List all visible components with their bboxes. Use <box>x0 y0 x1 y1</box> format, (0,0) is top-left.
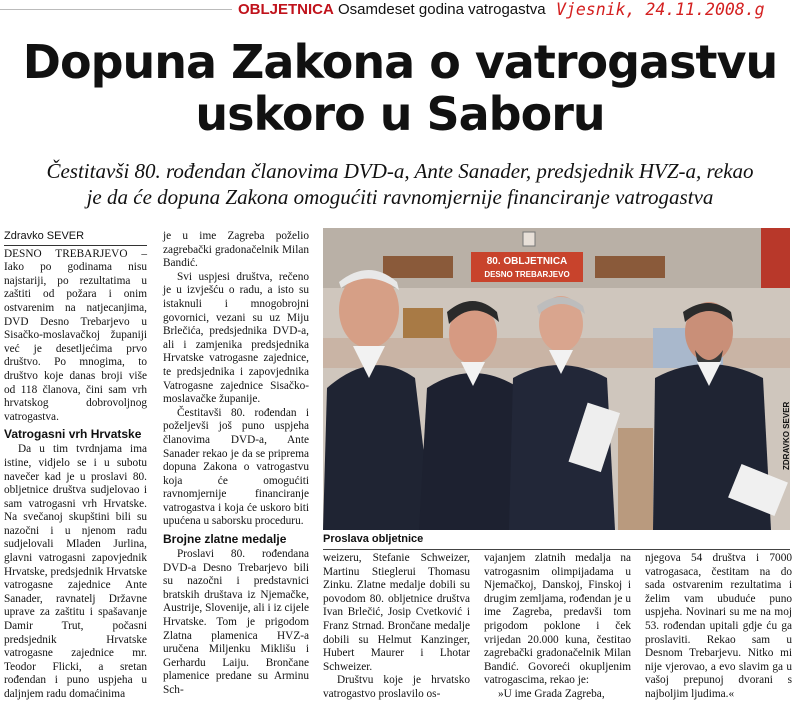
paragraph: Društvu koje je hrvatsko vatrogastvo proslavilo os- <box>323 674 470 700</box>
paragraph: vajanjem zlatnih medalja na vatrogasnim olimpijadama u Njemačkoj, Danskoj, Finskoj i drugim zemljama, rođendan je u ime Zagreba, predavši tom prigodom poklone i ček vrijedan 20.000 kuna, čestitao zagrebački gradonačelnik Milan Bandić. Govoreći okupljenim vatrogascima, rekao je: <box>484 552 631 687</box>
kicker-bar <box>0 0 800 22</box>
headline <box>0 36 800 140</box>
kicker-rule <box>0 9 232 10</box>
paragraph: je u ime Zagreba poželio zagrebački gradonačelnik Milan Bandić. <box>163 230 309 270</box>
source-stamp: Vjesnik, 24.11.2008.g <box>556 0 765 19</box>
topic-label: Osamdeset godina vatrogastva <box>338 1 546 18</box>
paragraph: Da u tim tvrdnjama ima istine, vidjelo se i u subotu navečer kad je u proslavi 80. obljetnice društva sudjelovao i sam vatrogasni vrh Hrvatske. Na svečanoj skupštini bili su nazočni i u njenom radu sudjelovali Mladen Jurlina, glavni vatrogasni zapovjednik Hrvatske, predsjednik Hrvatske vatrogasne zajednice Ante Sanader, ravnatelj Državne uprave za zaštitu i spašavanje Damir Trut, počasni predsjednik Hrvatske vatrogasne zajednice mr. Teodor Flicki, a sretan rođendan i puno uspjeha u daljnjem radu domaćinima <box>4 443 147 700</box>
paragraph: njegova 54 društva i 7000 vatrogasaca, čestitam na do sada ostvarenim rezultatima i želim vam ubuduće puno uspjeha. Novinari su me na moj 53. rođendan upitali gdje ću ga proslaviti. Rekao sam u Desnom Trebarjevu. Nitko mi nije vjerovao, a evo slavim ga u vašoj prepunoj dvorani s najboljim ljudima.« <box>645 552 792 700</box>
section-label: OBLJETNICA <box>238 1 334 18</box>
column-5 <box>645 552 792 702</box>
column-2 <box>163 230 309 698</box>
column-1 <box>4 230 147 702</box>
headline-line-1: Dopuna Zakona o vatrogastvu <box>22 35 778 89</box>
paragraph: Proslavi 80. rođendana DVD-a Desno Trebarjevo bili su nazočni i predstavnici bratskih društava iz Njemačke, Austrije, Slovenije, ali i iz cijele Hrvatske. Tom je prigodom Zlatna plamenica HVZ-a uručena Miljenku Miklišu i Gerhardu Laiju. Brončane plamenice predane su Arminu Sch- <box>163 548 309 696</box>
photo-illustration <box>323 228 790 530</box>
banner-text: 80. OBLJETNICA <box>486 256 568 267</box>
photo <box>323 228 790 530</box>
paragraph: »U ime Grada Zagreba, <box>498 687 605 700</box>
subhead-1: Vatrogasni vrh Hrvatske <box>4 427 142 442</box>
deck <box>0 158 800 210</box>
kicker <box>238 1 546 18</box>
paragraph: Čestitavši 80. rođendan i poželjevši još puno uspjeha članovima DVD-a, Ante Sanader rekao je da se priprema dopuna Zakona o vatrogastvu koja će omogućiti ravnomjernije financiranje vatrogastva i koja će uskoro biti upućena u saborsku proceduru. <box>163 406 309 528</box>
paragraph: Svi uspjesi društva, rečeno je u izvješću o radu, a isto su istaknuli i mnogobrojni govornici, vezani su uz Miju Brlečića, predsjednika DVD-a, ali i zamjenika predsjednika Hrvatske vatrogasne zajednice, te predsjednika i zapovjednika Vatrogasne zajednice Sisačko-moslavačke županije. <box>163 270 309 406</box>
photo-caption: Proslava obljetnice <box>323 533 424 545</box>
byline: Zdravko SEVER <box>4 230 147 246</box>
column-3 <box>323 552 470 702</box>
deck-line-2: je da će dopuna Zakona omogućiti ravnomjernije financiranje vatrogastva <box>86 185 714 209</box>
headline-line-2: uskoro u Saboru <box>195 87 605 141</box>
subhead-2: Brojne zlatne medalje <box>163 532 287 547</box>
caption-rule <box>323 549 790 550</box>
column-4 <box>484 552 631 702</box>
paragraph: DESNO TREBARJEVO – Iako po godinama nisu najstariji, po rezultatima u zaštiti od požara i onim ostvarenim na natjecanjima, DVD Desno Trebarjevo u Sisačko-moslavačkoj županiji već je desetljećima prvo društvo. Po mnogima, to društvo koje danas broji više od 118 članova, čini sam vrh hrvatskog dobrovoljnog vatrogastva. <box>4 247 147 423</box>
deck-line-1: Čestitavši 80. rođendan članovima DVD-a, Ante Sanader, predsjednik HVZ-a, rekao <box>46 159 754 183</box>
photo-credit: ZDRAVKO SEVER <box>782 401 791 470</box>
banner-subtext: DESNO TREBARJEVO <box>484 270 570 279</box>
paragraph: weizeru, Stefanie Schweizer, Martinu Stieglerui Thomasu Zinku. Zlatne medalje dobili su povodom 80. obljetnice društva Ivan Brlečić, Josip Cvetković i Franz Strnad. Brončane medalje dobili su Helmut Kanzinger, Hubert Maurer i Lhotar Schweizer. <box>323 552 470 673</box>
